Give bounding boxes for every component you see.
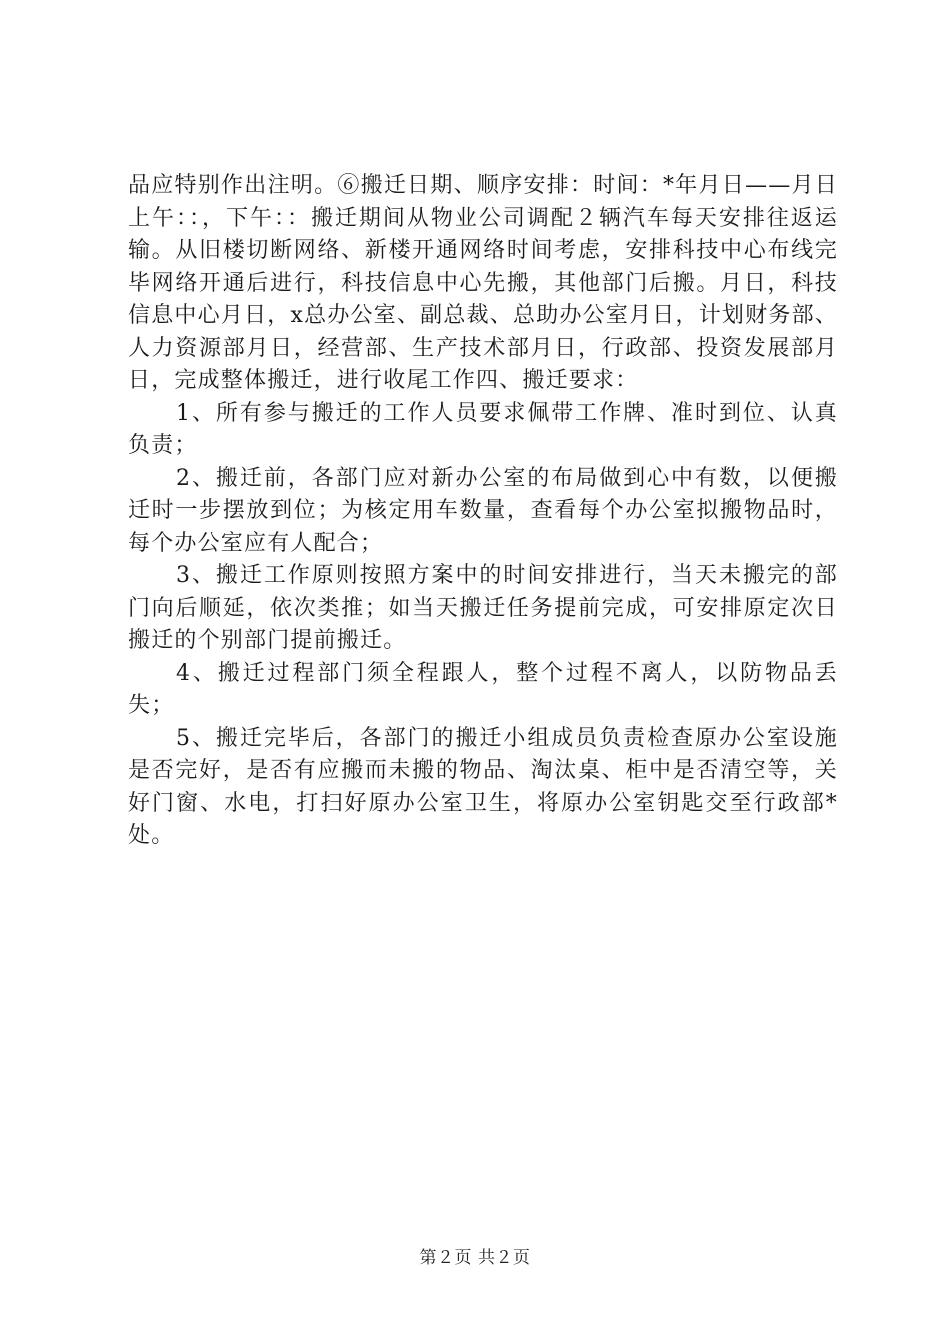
document-body	[128, 170, 838, 853]
paragraph-requirement-3: 3、搬迁工作原则按照方案中的时间安排进行，当天未搬完的部门向后顺延，依次类推；如当天搬迁任务提前完成，可安排原定次日搬迁的个别部门提前搬迁。	[128, 563, 838, 653]
paragraph-requirement-1: 1、所有参与搬迁的工作人员要求佩带工作牌、准时到位、认真负责；	[128, 400, 838, 458]
page-number-label: 第２页 共２页	[419, 1248, 531, 1268]
paragraph-requirement-5: 5、搬迁完毕后，各部门的搬迁小组成员负责检查原办公室设施是否完好，是否有应搬而未搬的物品、淘汰桌、柜中是否清空等，关好门窗、水电，打扫好原办公室卫生，将原办公室钥匙交至行政部*处。	[128, 725, 838, 848]
paragraph-requirement-2: 2、搬迁前，各部门应对新办公室的布局做到心中有数，以便搬迁时一步摆放到位；为核定用车数量，查看每个办公室拟搬物品时，每个办公室应有人配合；	[128, 465, 838, 556]
page-footer	[0, 1243, 950, 1268]
paragraph-moving-schedule: 品应特别作出注明。⑥搬迁日期、顺序安排：时间：*年月日——月日上午：：，下午：：搬迁期间从物业公司调配２辆汽车每天安排往返运输。从旧楼切断网络、新楼开通网络时间考虑，安排科技中心布线完毕网络开通后进行，科技信息中心先搬，其他部门后搬。月日，科技信息中心月日，x总办公室、副总裁、总助办公室月日，计划财务部、人力资源部月日，经营部、生产技术部月日，行政部、投资发展部月日，完成整体搬迁，进行收尾工作四、搬迁要求：	[128, 173, 838, 393]
paragraph-requirement-4: 4、搬迁过程部门须全程跟人，整个过程不离人，以防物品丢失；	[128, 660, 838, 718]
